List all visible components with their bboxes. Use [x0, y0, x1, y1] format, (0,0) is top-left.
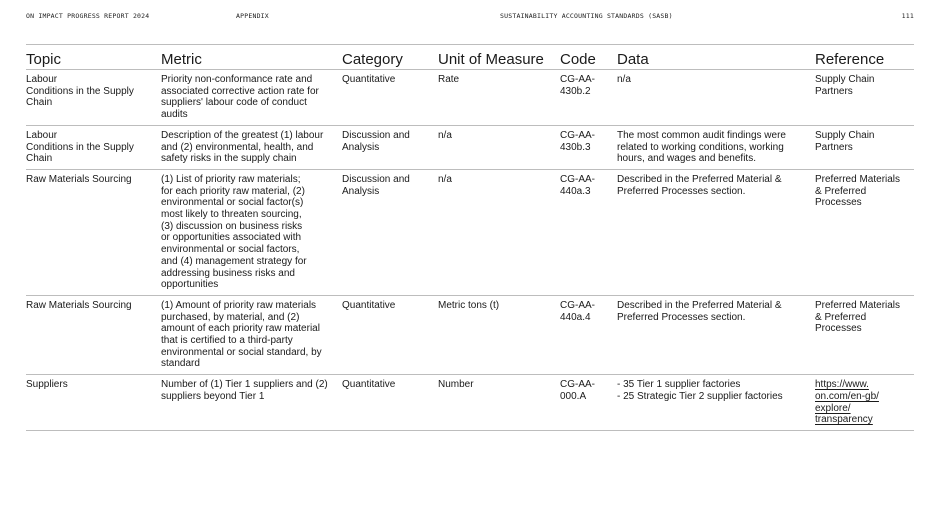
cell-reference[interactable] [815, 375, 914, 431]
cell-data [617, 169, 815, 295]
cell-data-text: Described in the Preferred Material & Preferred Processes section. [617, 299, 782, 323]
cell-topic [26, 295, 161, 374]
cell-category-text: Discussion and Analysis [342, 173, 410, 197]
sasb-table [26, 44, 914, 431]
cell-category-text: Quantitative [342, 379, 396, 391]
cell-code-text: CG-AA- 430b.3 [560, 129, 595, 153]
table-row [26, 125, 914, 169]
reference-link[interactable]: Supply Chain Partners [815, 74, 875, 97]
cell-unit-text: n/a [438, 173, 452, 185]
cell-data-text: n/a [617, 74, 631, 85]
page-number: 111 [901, 12, 914, 20]
table-row [26, 70, 914, 126]
table-row [26, 169, 914, 295]
cell-category-text: Quantitative [342, 299, 396, 311]
column-header-reference: Reference [815, 45, 914, 70]
cell-reference[interactable] [815, 295, 914, 374]
cell-metric [161, 375, 342, 431]
table-row [26, 295, 914, 374]
cell-metric-text: Description of the greatest (1) labour and (2) environmental, health, and safety risks in the supply chain [161, 129, 324, 165]
cell-reference[interactable] [815, 169, 914, 295]
column-header-metric: Metric [161, 45, 342, 70]
cell-code [560, 169, 617, 295]
cell-code [560, 70, 617, 126]
cell-data [617, 125, 815, 169]
report-title: ON IMPACT PROGRESS REPORT 2024 [26, 12, 150, 20]
cell-code [560, 125, 617, 169]
cell-code-text: CG-AA- 440a.3 [560, 173, 595, 197]
cell-metric-text: Number of (1) Tier 1 suppliers and (2) suppliers beyond Tier 1 [161, 379, 328, 402]
cell-category-text: Quantitative [342, 74, 396, 85]
cell-data-text: - 35 Tier 1 supplier factories - 25 Strategic Tier 2 supplier factories [617, 379, 783, 402]
cell-metric [161, 125, 342, 169]
cell-unit-text: Rate [438, 74, 460, 85]
cell-data [617, 375, 815, 431]
cell-unit [438, 169, 560, 295]
column-header-data: Data [617, 45, 815, 70]
cell-code-text: CG-AA- 000.A [560, 379, 595, 402]
cell-metric-text: (1) Amount of priority raw materials purchased, by material, and (2) amount of each priority raw material that is certified to a third-party environmental or social standard, by standard [161, 299, 322, 370]
cell-category [342, 169, 438, 295]
cell-code [560, 375, 617, 431]
cell-metric [161, 295, 342, 374]
subsection-title: SUSTAINABILITY ACCOUNTING STANDARDS (SASB) [500, 12, 673, 20]
cell-topic [26, 125, 161, 169]
cell-unit [438, 125, 560, 169]
cell-topic [26, 375, 161, 431]
cell-topic [26, 169, 161, 295]
cell-unit-text: n/a [438, 129, 452, 141]
cell-unit-text: Number [438, 379, 474, 391]
cell-topic-text: Suppliers [26, 379, 68, 391]
cell-unit [438, 375, 560, 431]
reference-link[interactable]: Supply Chain Partners [815, 129, 875, 153]
page-header [26, 12, 914, 24]
cell-category [342, 70, 438, 126]
reference-link[interactable]: Preferred Materials & Preferred Processes [815, 299, 901, 335]
table-header-row [26, 45, 914, 70]
table-row [26, 375, 914, 431]
cell-metric-text: (1) List of priority raw materials; for each priority raw material, (2) environmental or social factor(s) most likely to threaten sourcing, (3) discussion on business risks or opportunities associated with environmental or social factors, and (4) management strategy for addressing business risks and opportunities [161, 173, 307, 291]
transparency-url-link[interactable]: https://www. on.com/en-gb/ explore/ transparency [815, 379, 879, 426]
cell-code-text: CG-AA- 430b.2 [560, 74, 595, 97]
cell-category [342, 125, 438, 169]
cell-topic-text: Labour Conditions in the Supply Chain [26, 74, 134, 109]
column-header-topic: Topic [26, 45, 161, 70]
cell-metric-text: Priority non-conformance rate and associated corrective action rate for suppliers' labour code of conduct audits [161, 74, 319, 121]
cell-data-text: The most common audit findings were related to working conditions, working hours, and wages and benefits. [617, 129, 786, 165]
cell-data [617, 295, 815, 374]
cell-metric [161, 70, 342, 126]
cell-data [617, 70, 815, 126]
column-header-unit: Unit of Measure [438, 45, 560, 70]
cell-category [342, 295, 438, 374]
cell-data-text: Described in the Preferred Material & Preferred Processes section. [617, 173, 782, 197]
section-label: APPENDIX [236, 12, 269, 20]
cell-metric [161, 169, 342, 295]
cell-category [342, 375, 438, 431]
cell-reference[interactable] [815, 125, 914, 169]
cell-code [560, 295, 617, 374]
reference-link[interactable]: Preferred Materials & Preferred Processes [815, 173, 901, 209]
cell-unit [438, 70, 560, 126]
cell-unit [438, 295, 560, 374]
cell-topic-text: Raw Materials Sourcing [26, 173, 132, 185]
cell-category-text: Discussion and Analysis [342, 129, 410, 153]
column-header-code: Code [560, 45, 617, 70]
cell-topic-text: Raw Materials Sourcing [26, 299, 132, 311]
cell-unit-text: Metric tons (t) [438, 299, 500, 311]
column-header-category: Category [342, 45, 438, 70]
cell-topic-text: Labour Conditions in the Supply Chain [26, 129, 134, 165]
cell-topic [26, 70, 161, 126]
cell-reference[interactable] [815, 70, 914, 126]
cell-code-text: CG-AA- 440a.4 [560, 299, 595, 323]
